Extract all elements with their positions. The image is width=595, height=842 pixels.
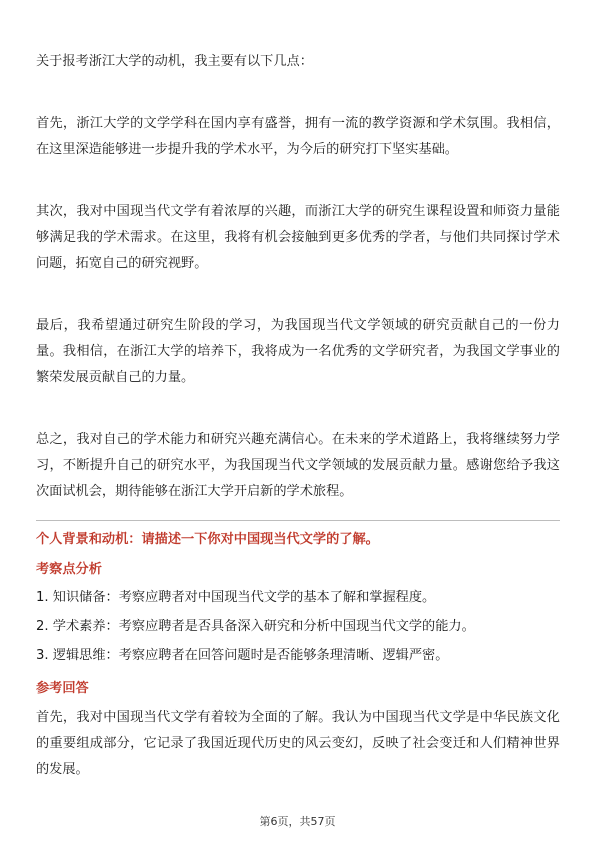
answer-title: 参考回答 <box>36 681 89 696</box>
paragraph-third: 最后，我希望通过研究生阶段的学习，为我国现当代文学领域的研究贡献自己的一份力量。我相信，在浙江大学的培养下，我将成为一名优秀的文学研究者，为我国文学事业的繁荣发展贡献自己的力量。 <box>36 318 560 385</box>
answer-text: 首先，我对中国现当代文学有着较为全面的了解。我认为中国现当代文学是中华民族文化的重要组成部分，它记录了我国近现代历史的风云变幻，反映了社会变迁和人们精神世界的发展。 <box>36 710 560 777</box>
intro-text: 关于报考浙江大学的动机，我主要有以下几点： <box>36 54 313 69</box>
section-divider <box>36 520 560 521</box>
question-heading: 个人背景和动机：请描述一下你对中国现当代文学的了解。 <box>36 532 379 547</box>
paragraph-second: 其次，我对中国现当代文学有着浓厚的兴趣，而浙江大学的研究生课程设置和师资力量能够满足我的学术需求。在这里，我将有机会接触到更多优秀的学者，与他们共同探讨学术问题，拓宽自己的研究视野。 <box>36 204 560 271</box>
page-number: 第6页，共57页 <box>259 815 336 828</box>
paragraph-first: 首先，浙江大学的文学学科在国内享有盛誉，拥有一流的教学资源和学术氛围。我相信，在这里深造能够进一步提升我的学术水平，为今后的研究打下坚实基础。 <box>36 116 560 157</box>
analysis-title: 考察点分析 <box>36 562 102 577</box>
analysis-item: 3. 逻辑思维：考察应聘者在回答问题时是否能够条理清晰、逻辑严密。 <box>36 648 449 663</box>
analysis-item: 1. 知识储备：考察应聘者对中国现当代文学的基本了解和掌握程度。 <box>36 590 436 605</box>
paragraph-conclusion: 总之，我对自己的学术能力和研究兴趣充满信心。在未来的学术道路上，我将继续努力学习，不断提升自己的研究水平，为我国现当代文学领域的发展贡献力量。感谢您给予我这次面试机会，期待能够在浙江大学开启新的学术旅程。 <box>36 432 560 499</box>
analysis-item: 2. 学术素养：考察应聘者是否具备深入研究和分析中国现当代文学的能力。 <box>36 619 475 634</box>
